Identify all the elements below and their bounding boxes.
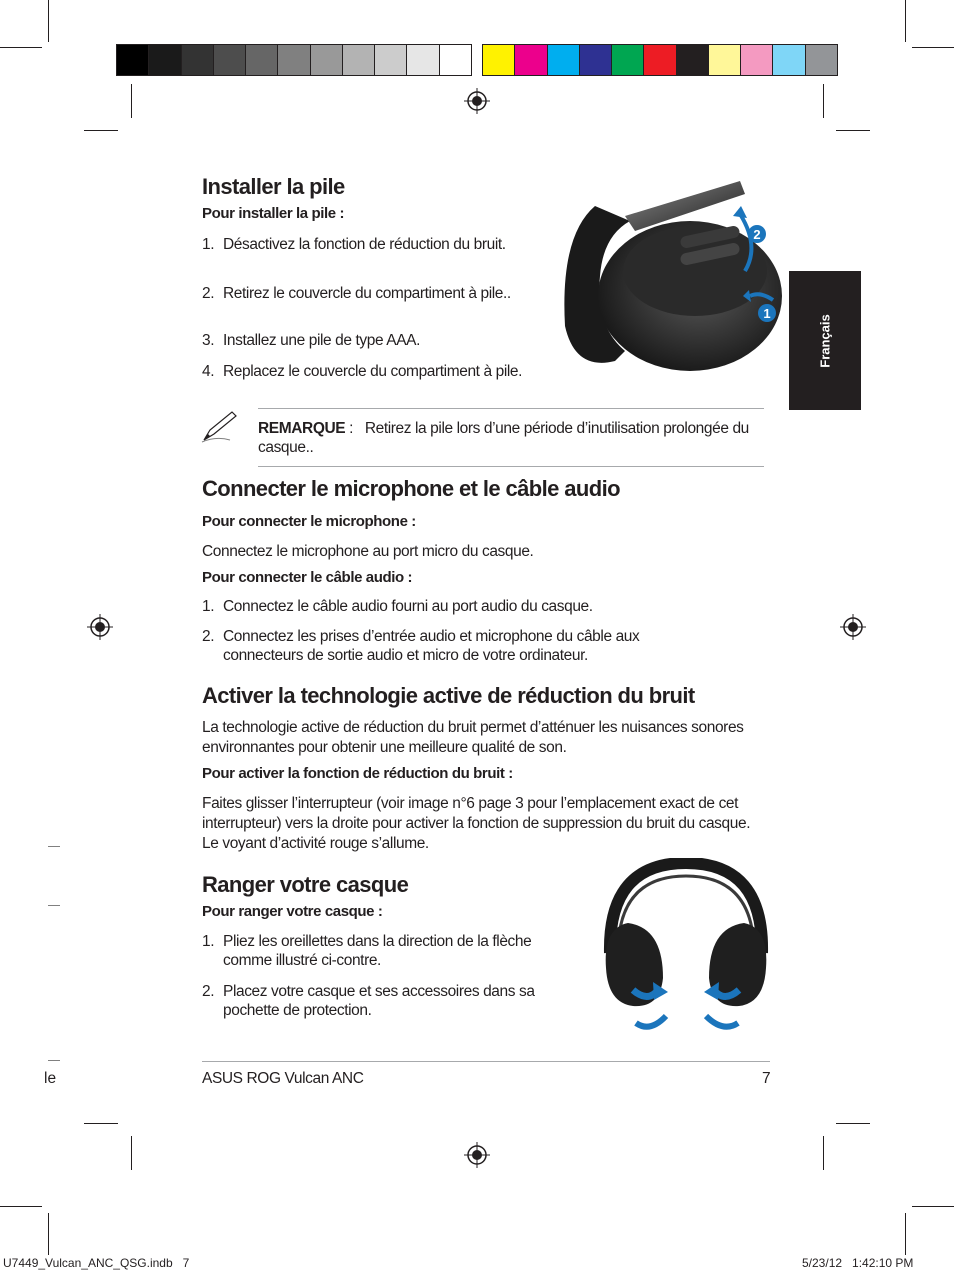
gray-swatch	[343, 45, 375, 75]
step-text: Pliez les oreillettes dans la direction de la flèche comme illustré ci-contre.	[223, 933, 532, 969]
note-top-rule	[258, 408, 764, 409]
anc-intro: La technologie active de réduction du bruit permet d’atténuer les nuisances sonores environnantes pour obtenir une meilleure qualité de son.	[202, 719, 744, 756]
crop-mark	[905, 0, 906, 42]
crop-mark	[84, 1123, 118, 1124]
section-title-battery: Installer la pile	[202, 174, 345, 199]
color-swatch	[548, 45, 580, 75]
crop-mark	[131, 1136, 132, 1170]
slug-file: U7449_Vulcan_ANC_QSG.indb 7	[3, 1256, 190, 1270]
gray-swatch	[375, 45, 407, 75]
store-subtitle: Pour ranger votre casque :	[202, 903, 383, 920]
note-bottom-rule	[258, 466, 764, 467]
gray-swatch	[440, 45, 471, 75]
grayscale-calibration-bar	[116, 44, 472, 76]
slug-datetime: 5/23/12 1:42:10 PM	[802, 1256, 914, 1270]
color-swatch	[612, 45, 644, 75]
color-swatch	[741, 45, 773, 75]
step-number: 2.	[202, 628, 215, 645]
footer-left-fragment: le	[44, 1070, 57, 1087]
list-item	[202, 932, 582, 970]
step-number: 2.	[202, 285, 215, 302]
callout-1: 1	[763, 306, 771, 321]
step-number: 1.	[202, 933, 215, 950]
color-swatch	[515, 45, 547, 75]
headphones-fold-illustration	[598, 858, 774, 1036]
list-item	[202, 362, 532, 381]
color-swatch	[580, 45, 612, 75]
gray-swatch	[149, 45, 181, 75]
crop-mark	[912, 47, 954, 48]
step-text: Désactivez la fonction de réduction du bruit.	[223, 236, 506, 253]
cable-subtitle: Pour connecter le câble audio :	[202, 569, 413, 586]
crop-mark	[48, 1060, 60, 1061]
language-tab	[789, 271, 861, 410]
callout-2: 2	[753, 227, 761, 242]
list-item	[202, 235, 522, 254]
step-number: 4.	[202, 363, 215, 380]
list-item	[202, 627, 722, 665]
step-text: Connectez le câble audio fourni au port audio du casque.	[223, 598, 593, 615]
step-text: Retirez le couvercle du compartiment à pile..	[223, 285, 511, 302]
note-label: REMARQUE	[258, 420, 346, 437]
crop-mark	[912, 1206, 954, 1207]
list-item	[202, 331, 522, 350]
crop-mark	[823, 1136, 824, 1170]
gray-swatch	[246, 45, 278, 75]
registration-mark-icon	[464, 1142, 490, 1168]
crop-mark	[84, 130, 118, 131]
step-text: Replacez le couvercle du compartiment à pile.	[223, 363, 523, 380]
step-number: 1.	[202, 598, 215, 615]
mic-text: Connectez le microphone au port micro du casque.	[202, 543, 534, 560]
mic-subtitle: Pour connecter le microphone :	[202, 513, 416, 530]
step-text: Connectez les prises d’entrée audio et microphone du câble aux connecteurs de sortie audio et micro de votre ordinateur.	[223, 628, 640, 664]
section-title-connect: Connecter le microphone et le câble audio	[202, 476, 620, 501]
note-body: Retirez la pile lors d’une période d’inutilisation prolongée du casque..	[258, 420, 749, 456]
color-swatch	[644, 45, 676, 75]
color-swatch	[483, 45, 515, 75]
pen-note-icon	[200, 410, 240, 444]
crop-mark	[823, 84, 824, 118]
battery-subtitle: Pour installer la pile :	[202, 205, 345, 222]
note-separator: :	[349, 420, 354, 437]
crop-mark	[48, 905, 60, 906]
gray-swatch	[214, 45, 246, 75]
list-item	[202, 284, 522, 303]
crop-mark	[48, 0, 49, 42]
crop-mark	[131, 84, 132, 118]
step-number: 3.	[202, 332, 215, 349]
anc-text: Faites glisser l’interrupteur (voir image n°6 page 3 pour l’emplacement exact de cet interrupteur) vers la droite pour activer la fonction de suppression du bruit du casque. Le voyant d’activité rouge s’allume.	[202, 795, 751, 852]
crop-mark	[0, 1206, 42, 1207]
step-text: Installez une pile de type AAA.	[223, 332, 420, 349]
note-text	[258, 419, 758, 457]
crop-mark	[48, 1213, 49, 1255]
list-item	[202, 982, 582, 1020]
color-swatch	[709, 45, 741, 75]
crop-mark	[836, 1123, 870, 1124]
gray-swatch	[117, 45, 149, 75]
section-title-anc: Activer la technologie active de réduction du bruit	[202, 683, 695, 708]
crop-mark	[48, 846, 60, 847]
step-number: 2.	[202, 983, 215, 1000]
footer-product: ASUS ROG Vulcan ANC	[202, 1070, 364, 1087]
crop-mark	[905, 1213, 906, 1255]
page-number: 7	[762, 1070, 771, 1087]
gray-swatch	[407, 45, 439, 75]
gray-swatch	[278, 45, 310, 75]
color-swatch	[677, 45, 709, 75]
step-text: Placez votre casque et ses accessoires dans sa pochette de protection.	[223, 983, 535, 1019]
list-item	[202, 597, 764, 616]
registration-mark-icon	[87, 614, 113, 640]
crop-mark	[836, 130, 870, 131]
step-number: 1.	[202, 236, 215, 253]
color-swatch	[773, 45, 805, 75]
color-swatch	[806, 45, 837, 75]
color-calibration-bar	[482, 44, 838, 76]
anc-subtitle: Pour activer la fonction de réduction du bruit :	[202, 765, 513, 782]
registration-mark-icon	[840, 614, 866, 640]
gray-swatch	[182, 45, 214, 75]
registration-mark-icon	[464, 88, 490, 114]
crop-mark	[0, 47, 42, 48]
gray-swatch	[311, 45, 343, 75]
language-tab-label: Français	[817, 313, 833, 368]
footer-rule	[202, 1061, 770, 1062]
battery-compartment-illustration	[555, 176, 785, 376]
section-title-store: Ranger votre casque	[202, 872, 409, 897]
